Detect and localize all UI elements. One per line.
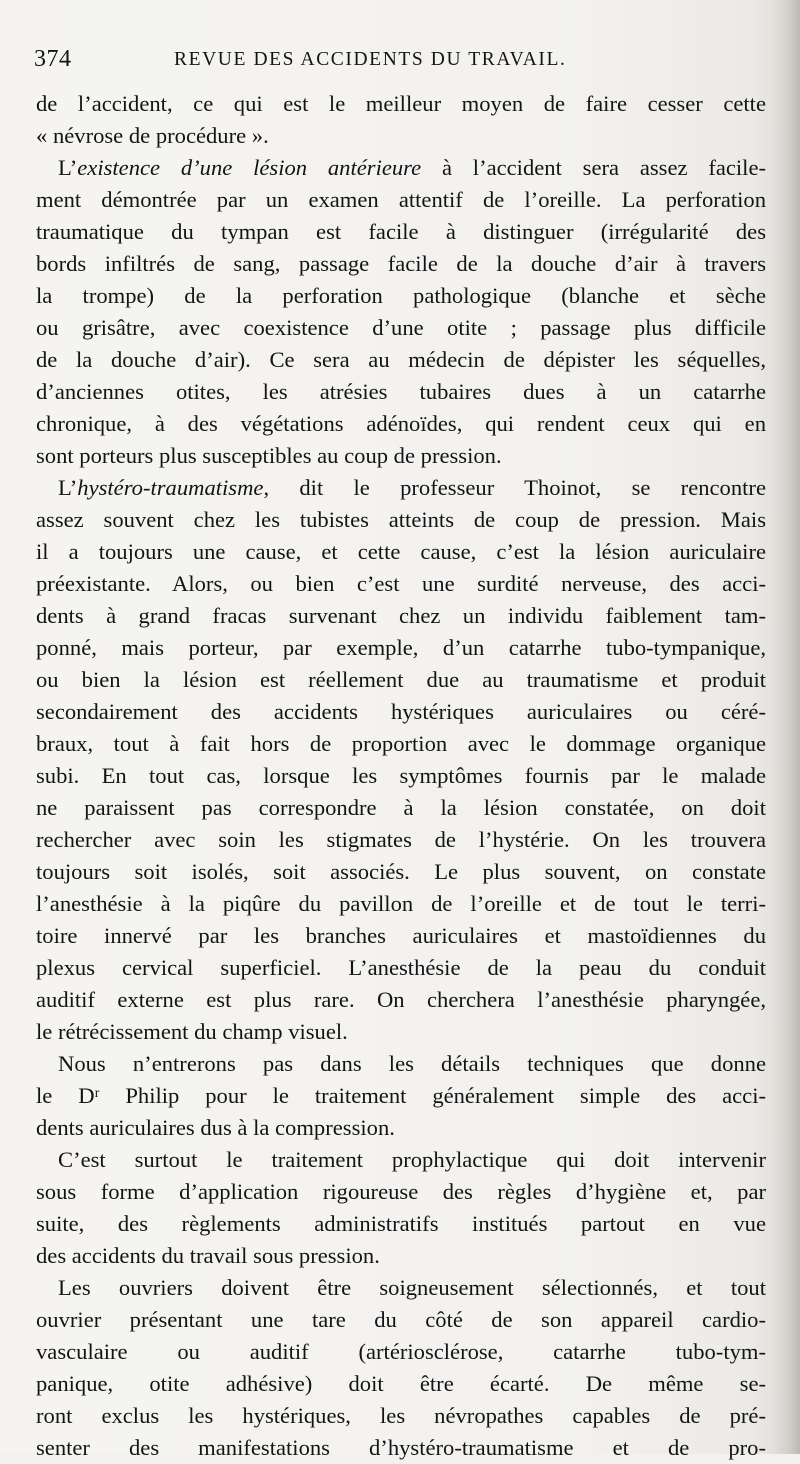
text-line: de la douche d’air). Ce sera au médecin de dépister les séquelles, [36,347,766,372]
text-line: traumatique du tympan est facile à distinguer (irrégularité des [36,219,766,244]
text-line: subi. En tout cas, lorsque les symptômes fournis par le malade [36,763,766,788]
text-line: panique, otite adhésive) doit être écarté. De même se- [36,1371,766,1396]
text-line: assez souvent chez les tubistes atteints de coup de pression. Mais [36,507,766,532]
text-line: des accidents du travail sous pression. [36,1243,380,1268]
text-line: ouvrier présentant une tare du côté de son appareil cardio- [36,1307,766,1332]
italic-phrase: hystéro-traumatisme [77,475,264,500]
text-line: ment démontrée par un examen attentif de l’oreille. La perforation [36,187,766,212]
italic-phrase: existence d’une lésion antérieure [77,155,422,180]
text-line: l’anesthésie à la piqûre du pavillon de l’oreille et de tout le terri- [36,891,766,916]
text-line: ne paraissent pas correspondre à la lésion constatée, on doit [36,795,766,820]
page-gutter-shadow [772,0,800,1454]
text-line: Nous n’entrerons pas dans les détails techniques que donne [58,1051,766,1076]
text-line-italic-start: L’hystéro-traumatisme, dit le professeur Thoinot, se rencontre [58,475,766,500]
running-title: REVUE DES ACCIDENTS DU TRAVAIL. [174,49,567,70]
text-line: « névrose de procédure ». [36,123,269,148]
text-line: ront exclus les hystériques, les névropathes capables de pré- [36,1403,766,1428]
text-line: préexistante. Alors, ou bien c’est une surdité nerveuse, des acci- [36,571,766,596]
text-line: plexus cervical superficiel. L’anesthésie de la peau du conduit [36,955,766,980]
text-line: chronique, à des végétations adénoïdes, qui rendent ceux qui en [36,411,766,436]
text-line: braux, tout à fait hors de proportion avec le dommage organique [36,731,766,756]
text-line: le Dʳ Philip pour le traitement généralement simple des acci- [36,1083,766,1108]
text-line: sont porteurs plus susceptibles au coup de pression. [36,443,502,468]
text-line: Les ouvriers doivent être soigneusement sélectionnés, et tout [58,1275,766,1300]
text-line: auditif externe est plus rare. On cherchera l’anesthésie pharyngée, [36,987,766,1012]
text-line: bords infiltrés de sang, passage facile de la douche d’air à travers [36,251,766,276]
text-line: sous forme d’application rigoureuse des règles d’hygiène et, par [36,1179,766,1204]
text-line: le rétrécissement du champ visuel. [36,1019,348,1044]
text-line: vasculaire ou auditif (artériosclérose, catarrhe tubo-tym- [36,1339,766,1364]
text-line: d’anciennes otites, les atrésies tubaires dues à un catarrhe [36,379,766,404]
text-line: dents à grand fracas survenant chez un individu faiblement tam- [36,603,766,628]
text-line: ou bien la lésion est réellement due au traumatisme et produit [36,667,766,692]
text-line: ponné, mais porteur, par exemple, d’un catarrhe tubo-tympanique, [36,635,766,660]
text-line-italic-start: L’existence d’une lésion antérieure à l’accident sera assez facile- [58,155,766,180]
text-line: rechercher avec soin les stigmates de l’hystérie. On les trouvera [36,827,766,852]
text-line: C’est surtout le traitement prophylactique qui doit intervenir [58,1147,766,1172]
text-line: de l’accident, ce qui est le meilleur moyen de faire cesser cette [36,91,766,116]
text-line: dents auriculaires dus à la compression. [36,1115,395,1140]
text-line: toire innervé par les branches auriculaires et mastoïdiennes du [36,923,766,948]
text-line: secondairement des accidents hystériques auriculaires ou céré- [36,699,766,724]
text-line: il a toujours une cause, et cette cause, c’est la lésion auriculaire [36,539,766,564]
text-line: ou grisâtre, avec coexistence d’une otite ; passage plus difficile [36,315,766,340]
text-line: toujours soit isolés, soit associés. Le plus souvent, on constate [36,859,766,884]
text-line: la trompe) de la perforation pathologique (blanche et sèche [36,283,766,308]
text-line: suite, des règlements administratifs institués partout en vue [36,1211,766,1236]
page-header [34,46,734,76]
page-number: 374 [34,46,72,72]
text-line: senter des manifestations d’hystéro-traumatisme et de pro- [36,1435,766,1460]
